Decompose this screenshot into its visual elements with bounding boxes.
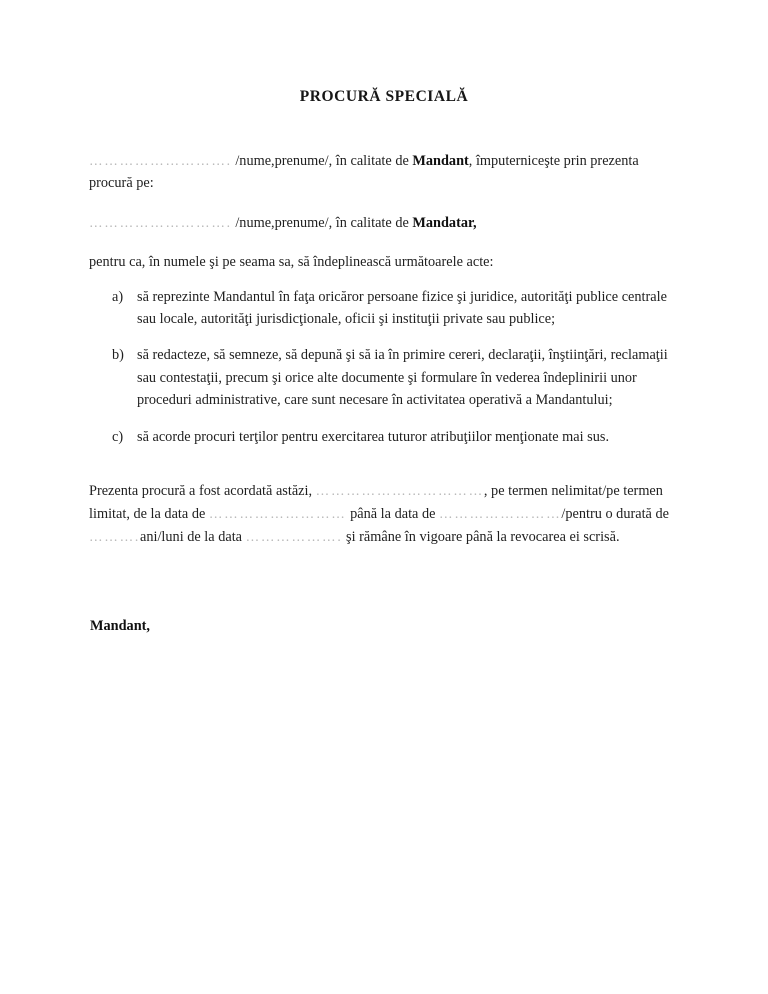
list-item bbox=[89, 286, 681, 331]
closing-end-date-dotted-field[interactable]: …………………… bbox=[439, 505, 562, 521]
closing-text-3: până la data de bbox=[346, 505, 440, 522]
mandant-role-text-after: , împuterniceşte prin prezenta procură pe: bbox=[89, 153, 639, 192]
closing-text-1: Prezenta procură a fost acordată astăzi, bbox=[89, 483, 316, 499]
mandant-bold-label: Mandant bbox=[412, 153, 469, 169]
list-item-marker: c) bbox=[112, 428, 124, 445]
list-item-marker: b) bbox=[112, 347, 124, 364]
closing-text-2: , pe termen nelimitat/pe termen limitat, de la data de bbox=[89, 483, 663, 522]
purpose-paragraph: pentru ca, în numele şi pe seama sa, să îndeplinească următoarele acte: bbox=[89, 254, 494, 271]
mandant-name-dotted-field[interactable]: ………………………. bbox=[89, 153, 232, 168]
mandant-paragraph bbox=[89, 150, 681, 195]
closing-text-6: şi rămâne în vigoare până la revocarea ei scrisă. bbox=[342, 528, 620, 545]
list-item-text: să redacteze, să semneze, să depună şi să ia în primire cereri, declaraţii, înştiinţări, reclamaţii sau contestaţii, precum şi orice alte documente şi formulare în vederea îndeplinirii unor proceduri administrative, care sunt necesare în activitatea operativă a Mandantului; bbox=[137, 347, 668, 409]
signature-label-mandant: Mandant, bbox=[90, 618, 150, 634]
spacer-before-list bbox=[89, 274, 681, 286]
closing-text-4: /pentru o durată de bbox=[561, 505, 669, 522]
closing-duration-dotted-field[interactable]: ………. bbox=[89, 528, 140, 544]
closing-block bbox=[89, 480, 685, 548]
closing-from-date-dotted-field[interactable]: ………………. bbox=[245, 528, 343, 544]
list-item-text: să reprezinte Mandantul în faţa oricăror persoane fizice şi juridice, autorităţi publice centrale sau locale, autorităţi jurisdicţionale, oficii şi instituţii private sau publice; bbox=[137, 288, 667, 328]
list-item bbox=[89, 426, 681, 448]
spacer-after-mandatar bbox=[89, 234, 681, 251]
mandatar-bold-label: Mandatar, bbox=[412, 214, 477, 231]
closing-paragraph bbox=[89, 480, 685, 548]
mandatar-name-dotted-field[interactable]: ………………………. bbox=[89, 214, 232, 230]
closing-start-date-dotted-field[interactable]: ……………………… bbox=[208, 505, 347, 521]
mandatar-paragraph bbox=[89, 212, 681, 234]
closing-date-dotted-field[interactable]: …………………………… bbox=[315, 483, 484, 498]
list-item bbox=[89, 344, 681, 411]
mandant-role-text-before: /nume,prenume/, în calitate de bbox=[231, 153, 413, 169]
closing-text-5: ani/luni de la data bbox=[139, 528, 246, 545]
powers-list bbox=[89, 286, 681, 448]
spacer-after-mandant bbox=[89, 195, 681, 212]
mandatar-role-text-before: /nume,prenume/, în calitate de bbox=[231, 214, 413, 231]
list-item-marker: a) bbox=[112, 288, 124, 305]
list-item-text: să acorde procuri terţilor pentru exercitarea tuturor atribuţiilor menţionate mai sus. bbox=[137, 428, 610, 445]
document-body bbox=[89, 150, 681, 448]
page-title: PROCURĂ SPECIALĂ bbox=[299, 88, 469, 105]
